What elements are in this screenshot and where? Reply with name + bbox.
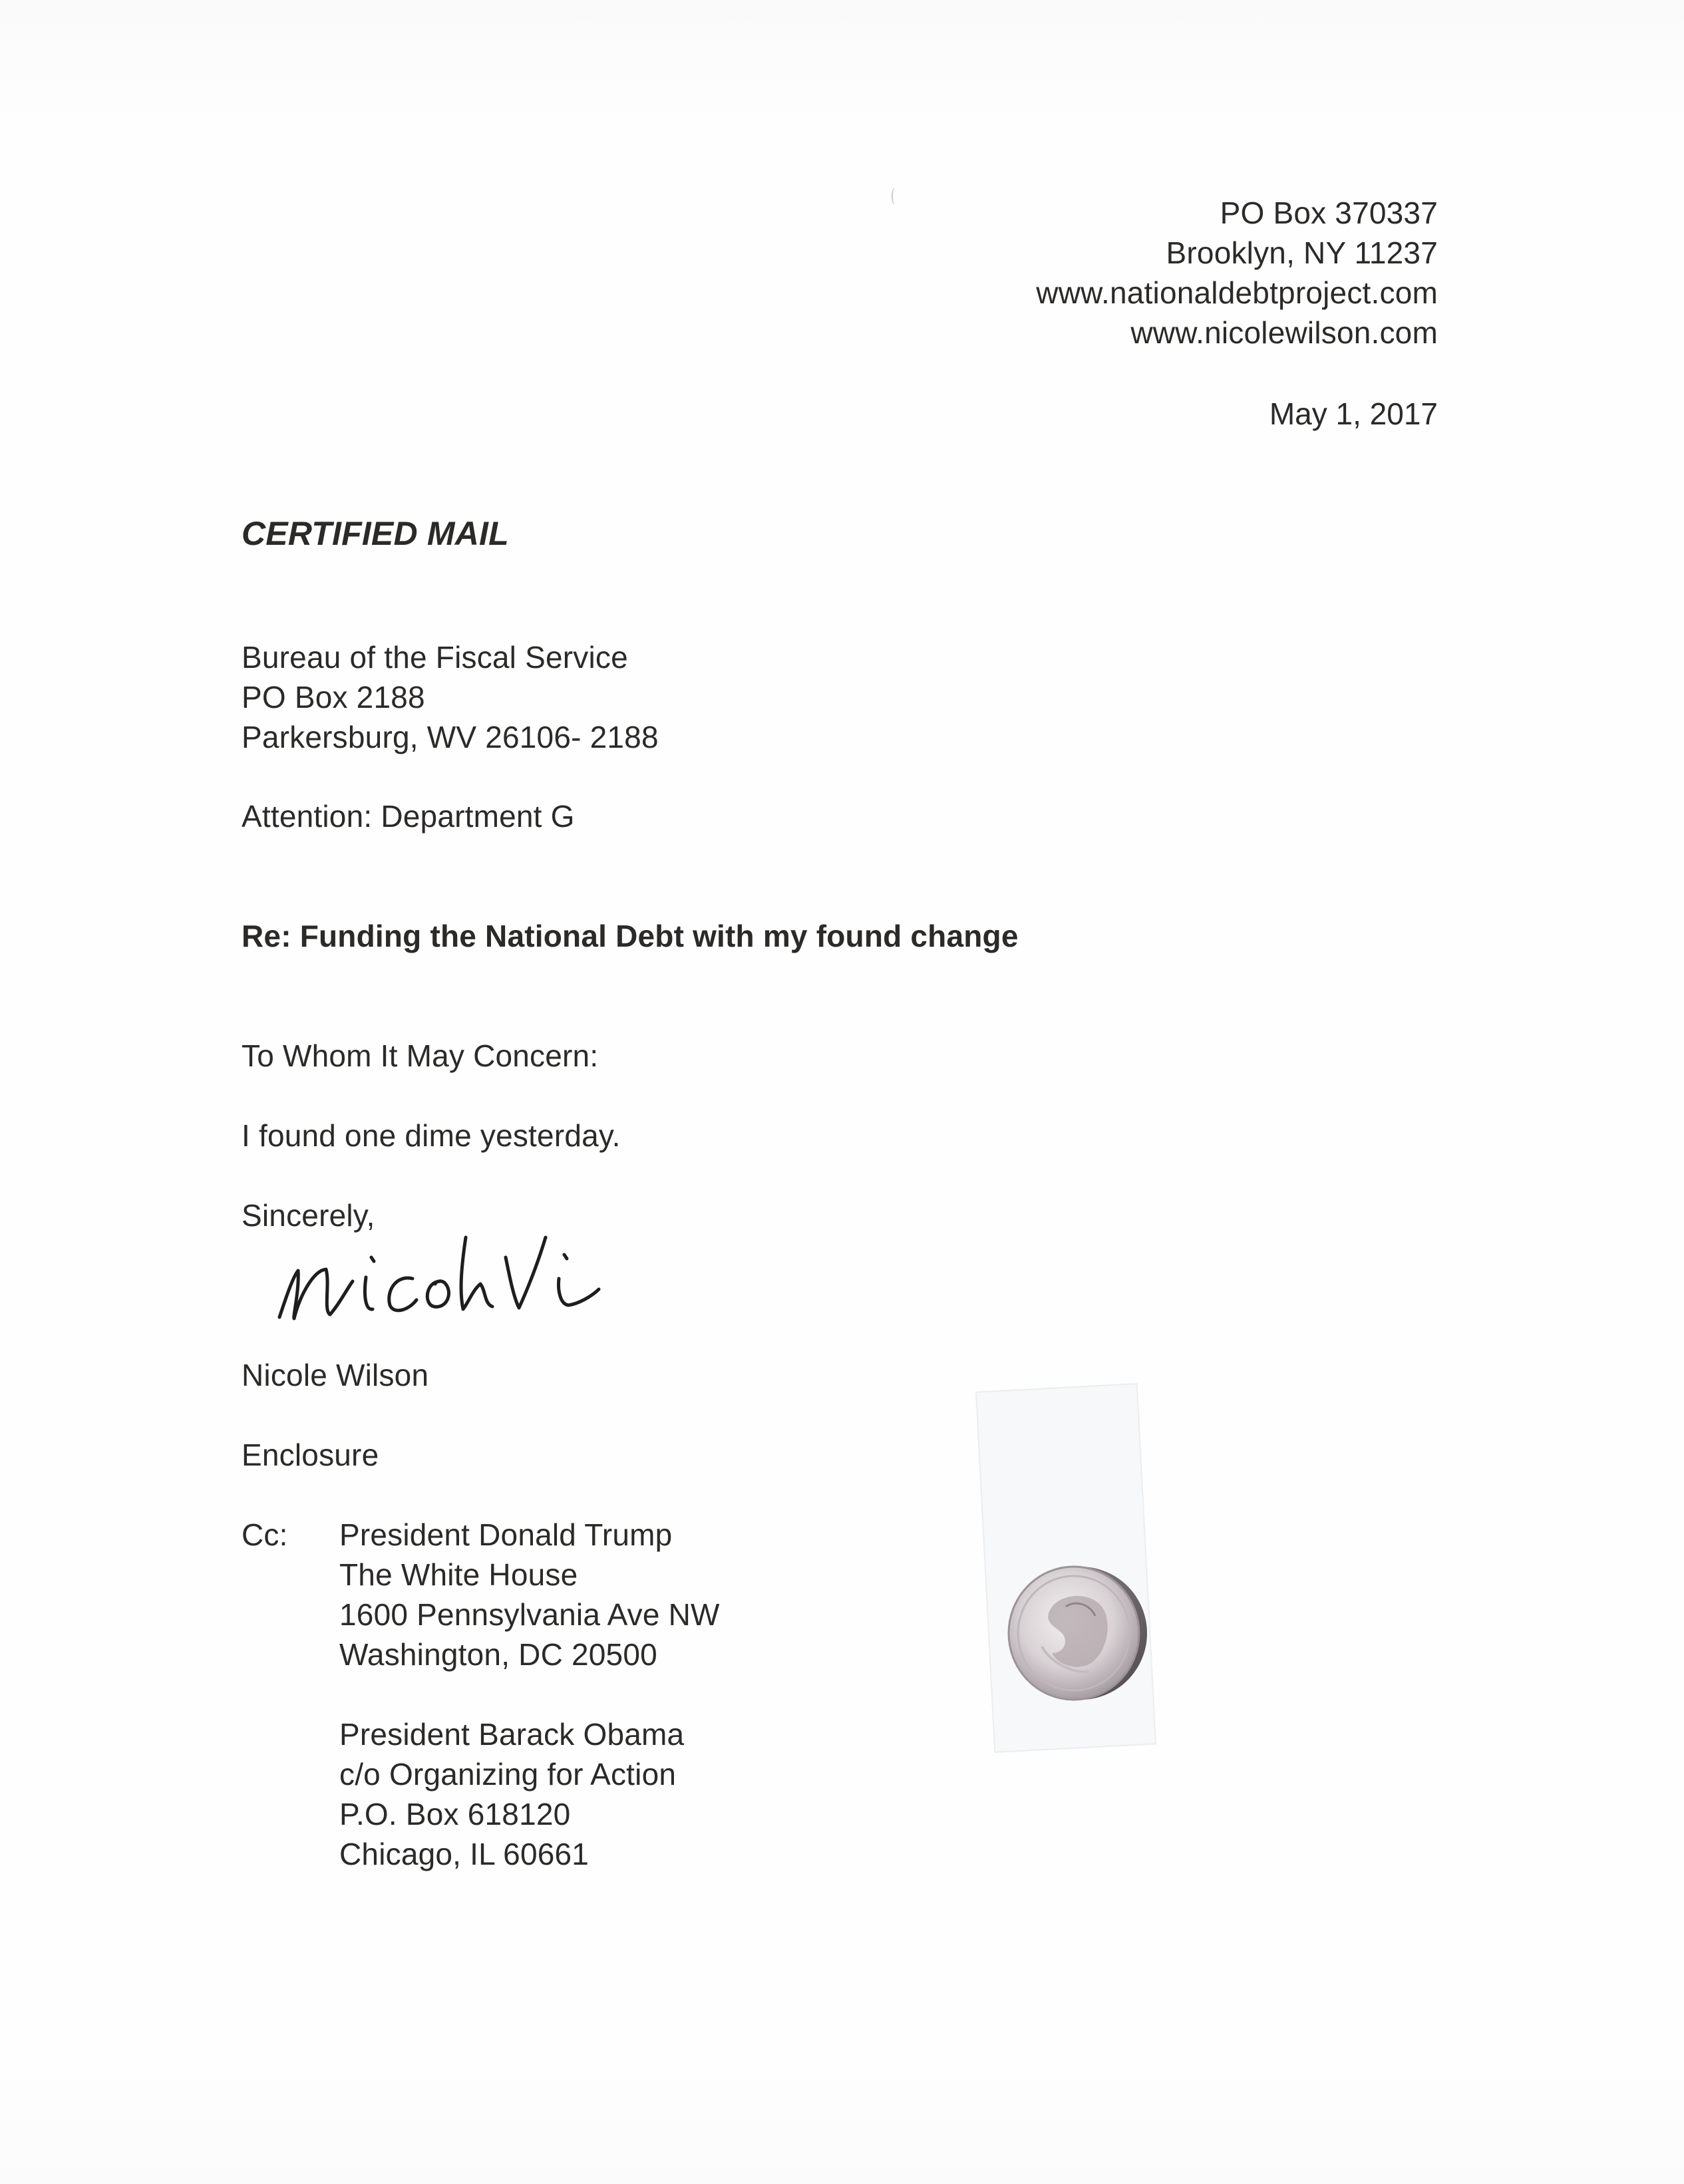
sender-website-2: www.nicolewilson.com bbox=[1130, 315, 1438, 350]
salutation: To Whom It May Concern: bbox=[242, 1038, 599, 1073]
paper-mark bbox=[892, 188, 898, 205]
cc-recipient-1 bbox=[339, 1515, 720, 1674]
cc-recipient-1-line2: The White House bbox=[339, 1557, 578, 1592]
dime-coin-image bbox=[1002, 1560, 1150, 1708]
closing: Sincerely, bbox=[242, 1198, 375, 1233]
sender-address-line1: PO Box 370337 bbox=[1220, 196, 1438, 230]
recipient-address-line2: Parkersburg, WV 26106- 2188 bbox=[242, 720, 659, 754]
cc-recipient-1-line4: Washington, DC 20500 bbox=[339, 1637, 657, 1672]
sender-address-line2: Brooklyn, NY 11237 bbox=[1166, 235, 1438, 270]
cc-recipient-1-line3: 1600 Pennsylvania Ave NW bbox=[339, 1597, 720, 1632]
cc-label: Cc: bbox=[242, 1517, 288, 1552]
enclosure-notation: Enclosure bbox=[242, 1438, 379, 1472]
cc-recipient-2-name: President Barack Obama bbox=[339, 1717, 685, 1752]
recipient-address bbox=[242, 637, 659, 757]
handwritten-signature bbox=[266, 1217, 639, 1337]
letter-date: May 1, 2017 bbox=[1269, 396, 1438, 431]
signer-name: Nicole Wilson bbox=[242, 1358, 429, 1392]
cc-recipient-2 bbox=[339, 1714, 684, 1874]
letter-body: I found one dime yesterday. bbox=[242, 1118, 621, 1153]
cc-recipient-2-line4: Chicago, IL 60661 bbox=[339, 1837, 589, 1871]
recipient-address-line1: PO Box 2188 bbox=[242, 680, 425, 714]
cc-recipient-2-line2: c/o Organizing for Action bbox=[339, 1757, 677, 1792]
cc-recipient-2-line3: P.O. Box 618120 bbox=[339, 1797, 571, 1831]
delivery-method: CERTIFIED MAIL bbox=[242, 515, 509, 552]
recipient-name: Bureau of the Fiscal Service bbox=[242, 640, 628, 675]
sender-address bbox=[1036, 193, 1438, 353]
cc-recipient-1-name: President Donald Trump bbox=[339, 1517, 673, 1552]
attention-line: Attention: Department G bbox=[242, 799, 575, 834]
subject-line: Re: Funding the National Debt with my found change bbox=[242, 919, 1019, 953]
sender-website-1: www.nationaldebtproject.com bbox=[1036, 275, 1438, 310]
